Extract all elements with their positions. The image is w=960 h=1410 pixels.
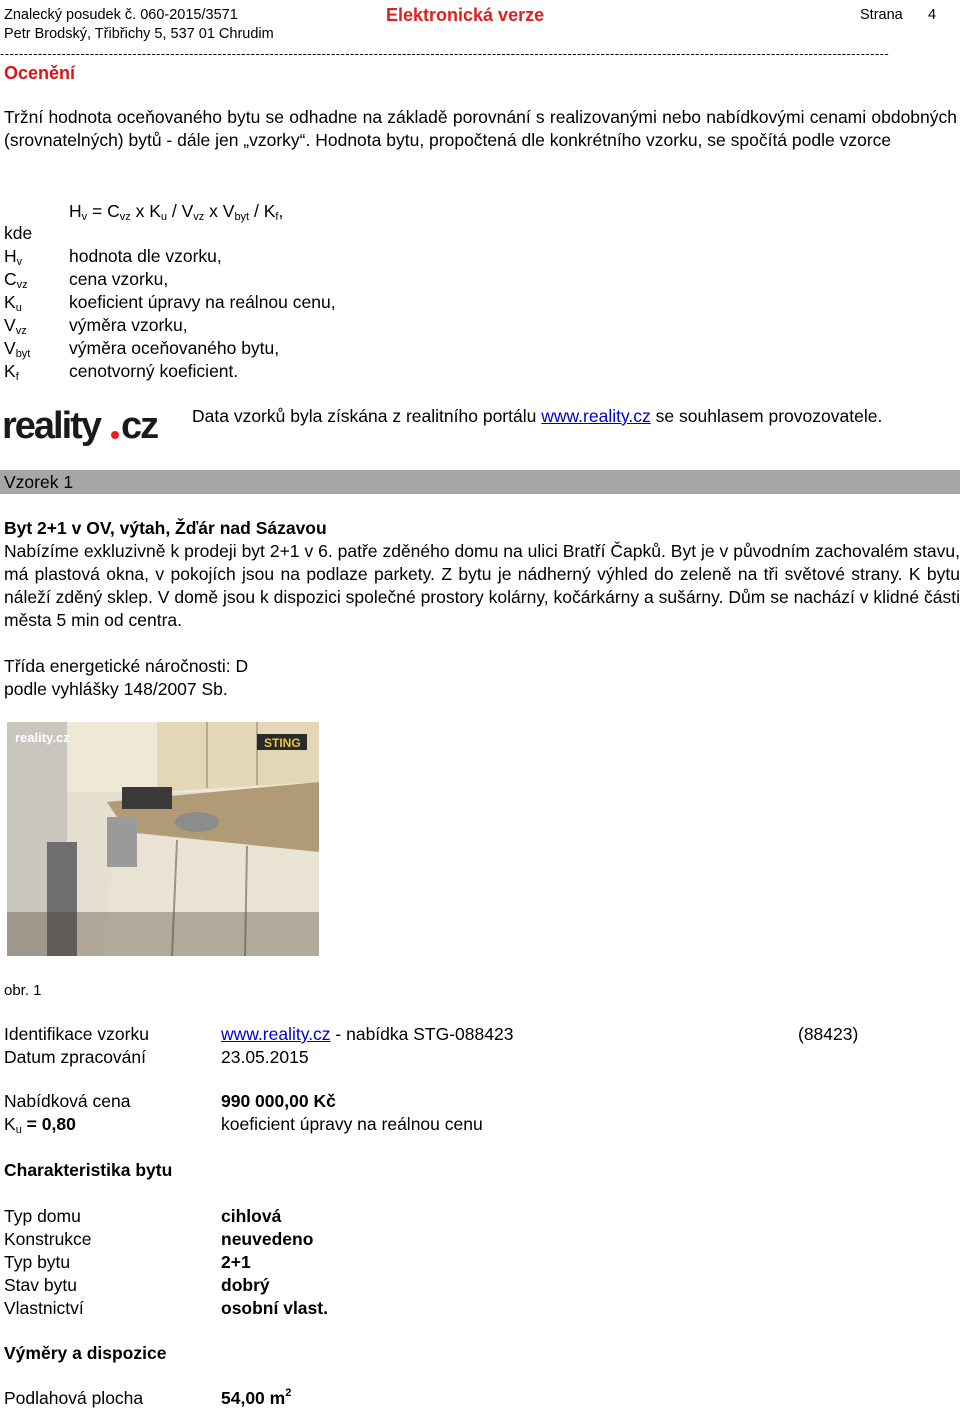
svg-text:cz: cz	[121, 405, 158, 447]
sample-title: Byt 2+1 v OV, výtah, Žďár nad Sázavou	[4, 518, 327, 538]
photo-caption: obr. 1	[4, 982, 42, 999]
svg-text:reality: reality	[2, 405, 100, 447]
id-label: Identifikace vzorku	[4, 1024, 149, 1044]
legend-symbol-ku: $K_u$	[4, 292, 22, 314]
energy-class: Třída energetické náročnosti: D	[4, 656, 249, 676]
sample-bar-label: Vzorek 1	[4, 472, 74, 492]
legend-symbol-vvz: $V_{vz}$	[4, 315, 27, 337]
price-value: 990 000,00 Kč	[221, 1091, 336, 1111]
reality-link[interactable]: www.reality.cz	[541, 406, 651, 426]
legend-desc-vvz: výměra vzorku,	[69, 315, 188, 335]
reality-cz-logo	[2, 405, 172, 447]
legend-symbol-hv: $H_v$	[4, 246, 23, 268]
characteristics-title: Charakteristika bytu	[4, 1160, 173, 1180]
sample-description: Nabízíme exkluzivně k prodeji byt 2+1 v 6. patře zděného domu na ulici Bratří Čapků. Byt je v původním zachovalém stavu, má plastová okna, v pokojích jsou na podlaze parkety. Z bytu je nádherný výhled do zeleně na tři světové strany. K bytu náleží zděný sklep. V domě jsou k dispozici společné prostory kolárny, kočárkárny a sušárny. Dům se nachází v klidné části města 5 min od centra.	[4, 541, 960, 630]
char-value-condition: dobrý	[221, 1275, 270, 1295]
char-value-flat-type: 2+1	[221, 1252, 251, 1272]
price-label: Nabídková cena	[4, 1091, 131, 1111]
energy-regulation: podle vyhlášky 148/2007 Sb.	[4, 679, 228, 699]
legend-desc-hv: hodnota dle vzorku,	[69, 246, 222, 266]
author-line: Petr Brodský, Třibřichy 5, 537 01 Chrudim	[4, 26, 274, 42]
char-label-ownership: Vlastnictví	[4, 1298, 84, 1318]
source-note: Data vzorků byla získána z realitního portálu www.reality.cz se souhlasem provozovatele.	[192, 406, 883, 426]
char-label-house-type: Typ domu	[4, 1206, 81, 1226]
legend-symbol-kf: $K_f$	[4, 361, 19, 383]
char-label-flat-type: Typ bytu	[4, 1252, 71, 1272]
electronic-version-label: Elektronická verze	[386, 5, 545, 25]
legend-desc-kf: cenotvorný koeficient.	[69, 361, 239, 381]
date-label: Datum zpracování	[4, 1047, 147, 1067]
ku-description: koeficient úpravy na reálnou cenu	[221, 1114, 483, 1134]
page-label: Strana	[860, 7, 903, 23]
char-value-construction: neuvedeno	[221, 1229, 314, 1249]
char-value-house-type: cihlová	[221, 1206, 282, 1226]
legend-desc-vbyt: výměra oceňovaného bytu,	[69, 338, 280, 358]
legend-symbol-vbyt: $V_{byt}$	[4, 338, 31, 360]
char-label-construction: Konstrukce	[4, 1229, 92, 1249]
intro-paragraph: Tržní hodnota oceňovaného bytu se odhadne na základě porovnání s realizovanými nebo nabídkovými cenami obdobných (srovnatelných) bytů - dále jen „vzorky“. Hodnota bytu, propočtená dle konkrétního vzorku, se spočítá podle vzorce	[4, 107, 957, 150]
areas-title: Výměry a dispozice	[4, 1343, 167, 1363]
char-label-condition: Stav bytu	[4, 1275, 77, 1295]
photo-brand: STING	[264, 736, 301, 750]
sample-photo	[7, 722, 319, 956]
photo-watermark: reality.cz	[15, 730, 70, 745]
document-id: Znalecký posudek č. 060-2015/3571	[4, 7, 238, 23]
header-separator: --------------------------------------------------------------------------------------------------------------------------------------------------------------------------------------------	[0, 46, 890, 61]
legend-symbol-cvz: $C_{vz}$	[4, 269, 28, 291]
legend-desc-cvz: cena vzorku,	[69, 269, 169, 289]
floor-area-value: 54,00 $m^2$	[221, 1387, 292, 1408]
id-number: (88423)	[798, 1024, 859, 1044]
char-value-ownership: osobní vlast.	[221, 1298, 328, 1318]
section-title: Ocenění	[4, 63, 76, 83]
floor-area-label: Podlahová plocha	[4, 1388, 144, 1408]
id-link[interactable]: www.reality.cz	[221, 1024, 331, 1044]
legend-desc-ku: koeficient úpravy na reálnou cenu,	[69, 292, 336, 312]
page-number: 4	[928, 7, 937, 23]
legend-kde: kde	[4, 223, 33, 243]
ku-label: $K_u = 0,80$	[4, 1114, 76, 1136]
sample-bar	[0, 470, 960, 494]
id-value: www.reality.cz - nabídka STG-088423	[221, 1024, 514, 1044]
formula: $H_v = C_{vz}$ x $K_u / V_{vz}$ x $V_{byt} / K_f$,	[69, 201, 284, 223]
date-value: 23.05.2015	[221, 1047, 309, 1067]
